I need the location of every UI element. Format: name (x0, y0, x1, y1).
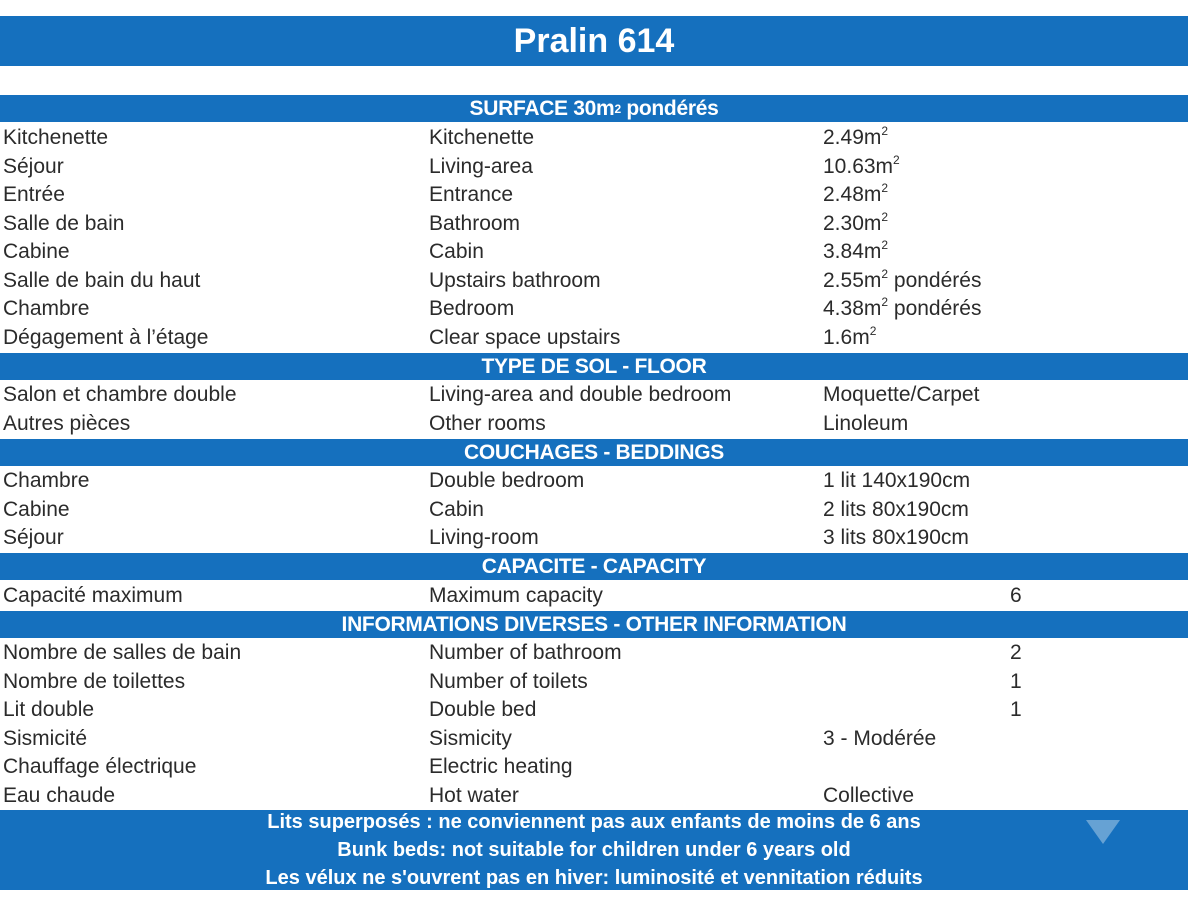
footer-line-velux: Les vélux ne s'ouvrent pas en hiver: luminosité et vennitation réduits (265, 867, 923, 889)
surface-row (0, 324, 1188, 353)
other-info-label-en: Double bed (429, 698, 537, 721)
floor-label-en: Other rooms (429, 411, 546, 435)
surface-value: $4.38m^2$ pondérés (823, 295, 982, 320)
surface-label-en: Cabin (429, 240, 484, 263)
other-info-number: 2 (1010, 641, 1022, 664)
beddings-value: 2 lits 80x190cm (823, 497, 969, 521)
floor-row (0, 410, 1188, 439)
other-info-label-en: Hot water (429, 783, 519, 807)
surface-label-fr: Salle de bain du haut (3, 268, 201, 292)
floor-value: Moquette/Carpet (823, 383, 980, 406)
surface-label-fr: Entrée (3, 183, 65, 206)
other-info-row (0, 753, 1188, 782)
beddings-label-en: Cabin (429, 497, 484, 521)
other-info-label-fr: Sismicité (3, 726, 88, 750)
other-info-row (0, 782, 1188, 811)
surface-label-en: Bedroom (429, 297, 515, 320)
floor-label-fr: Salon et chambre double (3, 383, 237, 406)
other-info-label-fr: Nombre de salles de bain (3, 641, 242, 664)
surface-label-fr: Chambre (3, 297, 90, 320)
surface-row (0, 210, 1188, 239)
beddings-row (0, 524, 1188, 553)
other-info-value: Collective (823, 783, 915, 807)
surface-value: $2.49m^2$ (823, 124, 889, 149)
surface-label-en: Bathroom (429, 211, 521, 235)
other-info-label-fr: Eau chaude (3, 783, 116, 807)
beddings-label-fr: Chambre (3, 469, 90, 492)
warning-footer (0, 810, 1188, 890)
other-info-row (0, 696, 1188, 725)
other-info-label-fr: Lit double (3, 698, 95, 721)
other-info-label-en: Number of toilets (429, 669, 588, 693)
beddings-value: 1 lit 140x190cm (823, 469, 971, 492)
surface-row (0, 295, 1188, 324)
surface-row (0, 238, 1188, 267)
section-header-floor: TYPE DE SOL - FLOOR (0, 353, 1188, 380)
floor-label-fr: Autres pièces (3, 411, 131, 435)
other-info-row (0, 639, 1188, 668)
beddings-label-en: Double bedroom (429, 469, 585, 492)
surface-header-suffix: pondérés (620, 96, 719, 120)
other-info-number: 1 (1010, 669, 1022, 693)
surface-header-text: SURFACE 30m (469, 96, 615, 120)
footer-line-bunk-beds-fr: Lits superposés : ne conviennent pas aux enfants de moins de 6 ans (267, 811, 921, 833)
surface-label-en: Clear space upstairs (429, 325, 621, 349)
surface-label-en: Living-area (429, 154, 533, 178)
other-info-row (0, 725, 1188, 754)
beddings-label-fr: Cabine (3, 497, 70, 521)
beddings-row (0, 467, 1188, 496)
other-info-label-en: Number of bathroom (429, 641, 622, 664)
surface-value: $3.84m^2$ (823, 238, 889, 263)
section-header-capacity: CAPACITE - CAPACITY (0, 553, 1188, 580)
surface-row (0, 181, 1188, 210)
surface-label-en: Kitchenette (429, 126, 535, 149)
other-info-value: 3 - Modérée (823, 726, 937, 750)
capacity-row (0, 582, 1188, 611)
surface-label-fr: Cabine (3, 240, 70, 263)
floor-label-en: Living-area and double bedroom (429, 383, 732, 406)
other-info-label-fr: Chauffage électrique (3, 755, 197, 778)
floor-value: Linoleum (823, 411, 909, 435)
section-header-beddings: COUCHAGES - BEDDINGS (0, 439, 1188, 466)
floor-row (0, 381, 1188, 410)
surface-label-fr: Salle de bain (3, 211, 125, 235)
section-header-other-information: INFORMATIONS DIVERSES - OTHER INFORMATION (0, 611, 1188, 638)
other-info-label-en: Electric heating (429, 755, 573, 778)
beddings-value: 3 lits 80x190cm (823, 526, 969, 549)
other-info-label-fr: Nombre de toilettes (3, 669, 186, 693)
surface-value: $1.6m^2$ (823, 323, 877, 349)
capacity-number: 6 (1010, 583, 1022, 607)
surface-value: $2.55m^2$ pondérés (823, 266, 982, 292)
surface-row (0, 124, 1188, 153)
page-title: Pralin 614 (0, 16, 1188, 66)
other-info-row (0, 668, 1188, 697)
footer-line-bunk-beds-en: Bunk beds: not suitable for children under 6 years old (337, 839, 851, 861)
beddings-label-fr: Séjour (3, 526, 64, 549)
other-info-number: 1 (1010, 698, 1022, 721)
beddings-label-en: Living-room (429, 526, 539, 549)
capacity-label-en: Maximum capacity (429, 583, 603, 607)
surface-value: $2.30m^2$ (823, 209, 889, 235)
capacity-label-fr: Capacité maximum (3, 583, 183, 607)
triangle-mark-icon (1086, 820, 1120, 844)
other-info-label-en: Sismicity (429, 726, 512, 750)
surface-label-fr: Dégagement à l’étage (3, 325, 209, 349)
surface-value: $10.63m^2$ (823, 152, 900, 178)
surface-row (0, 153, 1188, 182)
surface-value: $2.48m^2$ (823, 181, 889, 206)
surface-row (0, 267, 1188, 296)
section-header-surface: SURFACE 30m 2 pondérés (0, 95, 1188, 122)
surface-label-fr: Séjour (3, 154, 64, 178)
beddings-row (0, 496, 1188, 525)
surface-label-en: Entrance (429, 183, 514, 206)
surface-label-en: Upstairs bathroom (429, 268, 601, 292)
surface-label-fr: Kitchenette (3, 126, 109, 149)
